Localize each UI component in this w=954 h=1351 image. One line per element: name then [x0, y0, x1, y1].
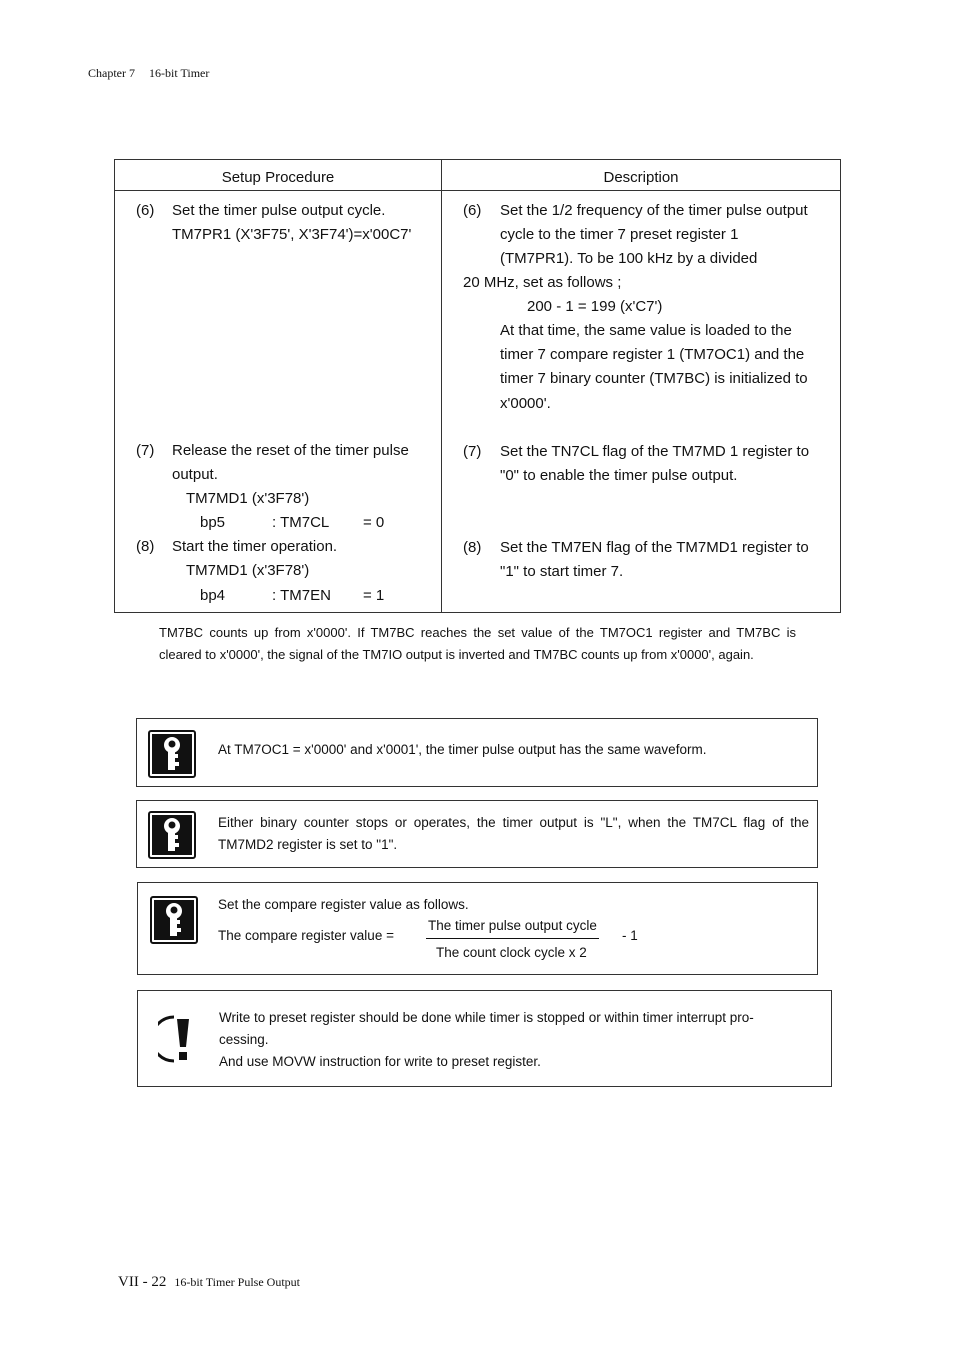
note-text: At TM7OC1 = x'0000' and x'0001', the timer pulse output has the same waveform. — [218, 742, 707, 757]
flag-name: : TM7CL — [272, 514, 330, 531]
tip-note-2 — [136, 800, 818, 868]
step-number: (6) — [136, 202, 155, 219]
caution-note — [137, 990, 832, 1087]
step-number: (7) — [463, 443, 482, 460]
step-number: (6) — [463, 202, 482, 219]
setup-text: Release the reset of the timer pulse — [172, 442, 409, 459]
setup-text: Start the timer operation. — [172, 538, 338, 555]
key-hand-icon — [148, 730, 196, 778]
page-header — [88, 66, 209, 81]
note-text: And use MOVW instruction for write to preset register. — [219, 1054, 541, 1069]
note-text: Set the compare register value as follows. — [218, 897, 469, 912]
description-text: Set the TM7EN flag of the TM7MD1 register to — [500, 539, 809, 556]
tip-note-3 — [137, 882, 818, 975]
flag-name: : TM7EN — [272, 587, 331, 604]
description-text: x'0000'. — [500, 395, 551, 412]
bit-position: bp5 — [200, 514, 226, 531]
setup-procedure-table — [114, 159, 841, 613]
column-header-description: Description — [603, 169, 679, 186]
column-header-setup: Setup Procedure — [221, 169, 335, 186]
chapter-label: Chapter 7 — [88, 66, 135, 80]
chapter-title: 16-bit Timer — [149, 66, 210, 80]
note-text: Write to preset register should be done while timer is stopped or within timer interrupt pro- — [219, 1010, 754, 1025]
step-number: (8) — [463, 539, 482, 556]
setup-text: TM7PR1 (X'3F75', X'3F74')=x'00C7' — [172, 226, 412, 243]
description-text: "0" to enable the timer pulse output. — [500, 467, 738, 484]
register-text: TM7MD1 (x'3F78') — [186, 490, 310, 507]
description-text: timer 7 compare register 1 (TM7OC1) and the — [500, 346, 805, 363]
description-text: At that time, the same value is loaded to the — [500, 322, 792, 339]
description-text: timer 7 binary counter (TM7BC) is initialized to — [500, 370, 808, 387]
footer-section-title: 16-bit Timer Pulse Output — [174, 1275, 301, 1289]
flag-value: = 1 — [363, 587, 385, 604]
page-footer — [118, 1273, 300, 1291]
register-text: TM7MD1 (x'3F78') — [186, 562, 310, 579]
description-text: cycle to the timer 7 preset register 1 — [500, 226, 739, 243]
exclamation-icon — [158, 1013, 198, 1065]
description-text: "1" to start timer 7. — [500, 563, 624, 580]
bit-position: bp4 — [200, 587, 226, 604]
formula-tail: - 1 — [622, 928, 638, 943]
body-paragraph: TM7BC counts up from x'0000'. If TM7BC reaches the set value of the TM7OC1 register and TM7BC is cleared to x'0000', the signal of the TM7IO output is inverted and TM7BC counts up from x'0000', again. — [159, 625, 796, 662]
note-text: cessing. — [219, 1032, 269, 1047]
formula-text: 200 - 1 = 199 (x'C7') — [527, 298, 663, 315]
flag-value: = 0 — [363, 514, 385, 531]
note-text: Either binary counter stops or operates, the timer output is "L", when the TM7CL flag of the TM7MD2 register is set to "1". — [218, 815, 809, 852]
formula-numerator: The timer pulse output cycle — [426, 916, 599, 939]
key-hand-icon — [150, 896, 198, 944]
formula-denominator: The count clock cycle x 2 — [436, 945, 587, 960]
setup-text: Set the timer pulse output cycle. — [172, 202, 386, 219]
setup-text: output. — [172, 466, 218, 483]
page-number: VII - 22 — [118, 1274, 167, 1290]
description-text: Set the 1/2 frequency of the timer pulse output — [500, 202, 808, 219]
formula-lhs: The compare register value = — [218, 928, 394, 943]
key-hand-icon — [148, 811, 196, 859]
step-number: (8) — [136, 538, 155, 555]
tip-note-1 — [136, 718, 818, 787]
table-header-divider — [115, 190, 840, 191]
description-text: Set the TN7CL flag of the TM7MD 1 register to — [500, 443, 810, 460]
table-column-divider — [441, 160, 442, 612]
step-number: (7) — [136, 442, 155, 459]
description-text: (TM7PR1). To be 100 kHz by a divided — [500, 250, 758, 267]
description-text: 20 MHz, set as follows ; — [463, 274, 622, 291]
